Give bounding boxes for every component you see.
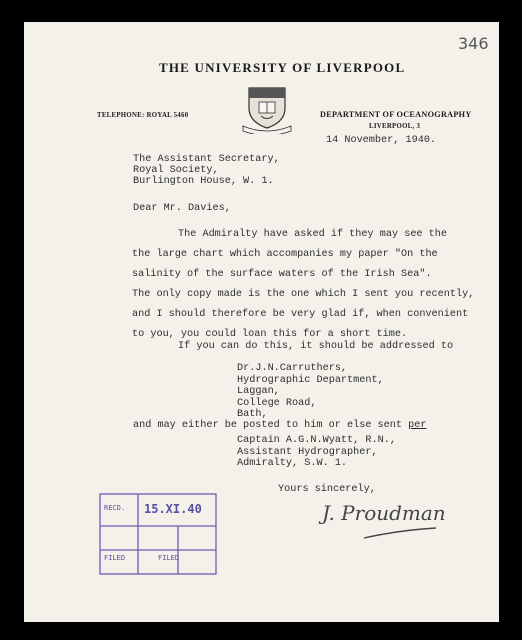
address-line: Captain A.G.N.Wyatt, R.N., <box>237 435 396 446</box>
signature: J. Proudman <box>322 501 446 525</box>
department-city: LIVERPOOL, 3 <box>369 123 421 130</box>
address-line: Bath, <box>237 409 268 420</box>
paragraph-3-text: and may either be posted to him or else sent <box>133 420 409 431</box>
paragraph-2: If you can do this, it should be addressed to <box>178 341 454 352</box>
paragraph-line: The only copy made is the one which I sent you recently, <box>132 289 475 300</box>
address-line: Laggan, <box>237 386 280 397</box>
signature-flourish-icon <box>360 524 440 544</box>
paragraph-line: and I should therefore be very glad if, when convenient <box>132 309 469 320</box>
closing: Yours sincerely, <box>278 484 376 495</box>
paragraph-line: to you, you could loan this for a short time. <box>132 329 408 340</box>
recipient-line: Royal Society, <box>133 165 219 176</box>
archive-number: 346 <box>458 34 489 53</box>
paragraph-3-underlined: per <box>408 420 427 431</box>
paragraph-1 <box>132 225 474 345</box>
address-carruthers <box>237 363 384 421</box>
address-line: Admiralty, S.W. 1. <box>237 458 348 469</box>
salutation: Dear Mr. Davies, <box>133 203 231 214</box>
letter-sheet <box>24 22 499 622</box>
university-crest-icon <box>239 86 295 134</box>
paragraph-line: The Admiralty have asked if they may see the <box>178 229 447 240</box>
letter-date: 14 November, 1940. <box>326 135 437 146</box>
department-name: DEPARTMENT OF OCEANOGRAPHY <box>320 110 472 119</box>
stamp-filed-right: FILED <box>158 554 180 562</box>
address-line: College Road, <box>237 397 317 409</box>
received-stamp <box>98 492 218 576</box>
telephone-line: TELEPHONE: ROYAL 5460 <box>97 112 189 119</box>
address-line: Hydrographic Department, <box>237 374 384 386</box>
stamp-filed-left: FILED <box>104 554 126 562</box>
address-wyatt <box>237 435 396 470</box>
address-line: Assistant Hydrographer, <box>237 446 378 458</box>
recipient-line: The Assistant Secretary, <box>133 154 280 165</box>
paragraph-line: salinity of the surface waters of the Irish Sea". <box>132 269 432 280</box>
address-line: Dr.J.N.Carruthers, <box>237 363 348 374</box>
stamp-received-label: RECD. <box>104 504 126 512</box>
paragraph-line: the large chart which accompanies my paper "On the <box>132 249 438 260</box>
stamp-date: 15.XI.40 <box>144 502 202 516</box>
recipient-address <box>133 153 280 189</box>
university-name: THE UNIVERSITY OF LIVERPOOL <box>159 60 406 75</box>
recipient-line: Burlington House, W. 1. <box>133 176 274 187</box>
paragraph-3 <box>133 420 426 431</box>
